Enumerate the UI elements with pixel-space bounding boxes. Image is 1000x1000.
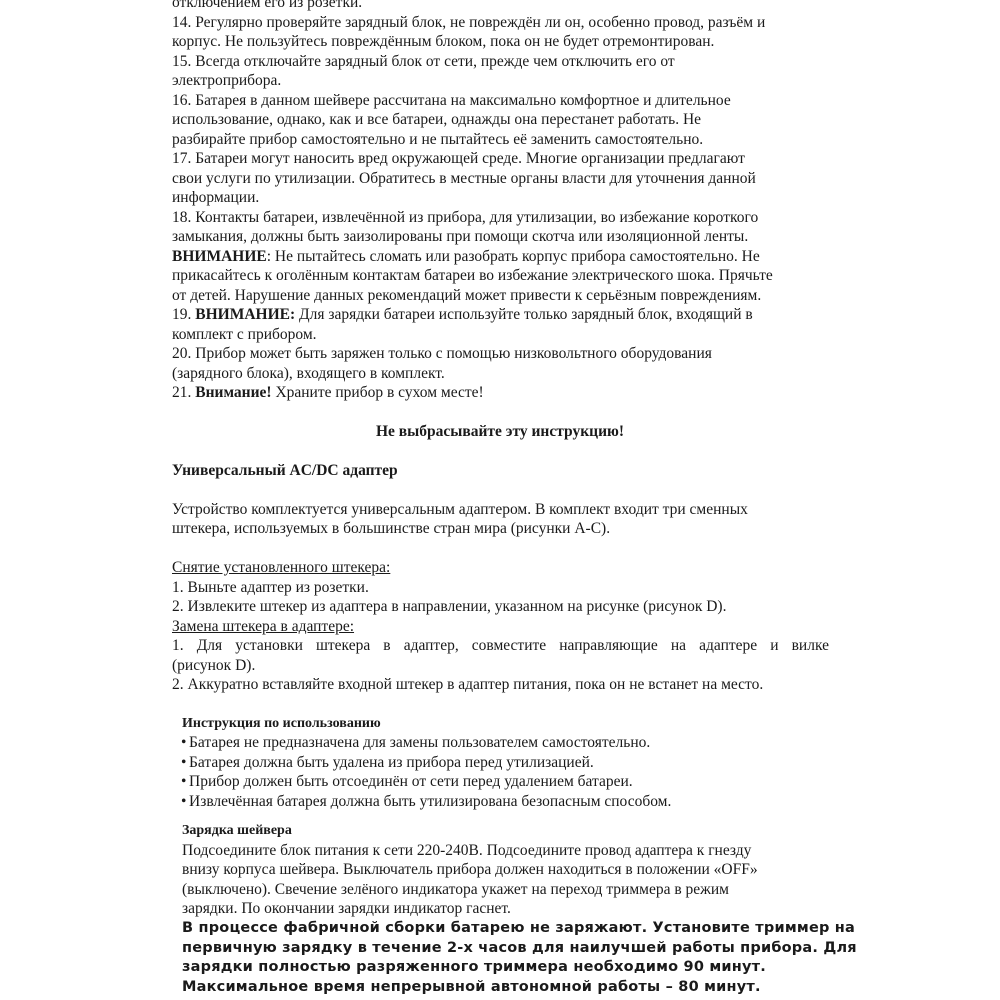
safety-item-16: 16. Батарея в данном шейвере рассчитана на максимально комфортное и длительное	[172, 92, 731, 109]
usage-bullet-text: Извлечённая батарея должна быть утилизирована безопасным способом.	[189, 793, 672, 810]
charging-warning-line-1: В процессе фабричной сборки батарею не заряжают. Установите триммер на	[182, 920, 856, 936]
safety-line-7: разбирайте прибор самостоятельно и не пытайтесь её заменить самостоятельно.	[172, 131, 704, 148]
usage-bullet-3	[181, 772, 633, 792]
safety-item-14: 14. Регулярно проверяйте зарядный блок, не повреждён ли он, особенно провод, разъём и	[172, 14, 766, 31]
safety-line-15: от детей. Нарушение данных рекомендаций может привести к серьёзным повреждениям.	[172, 287, 762, 304]
charging-warning-line-4: Максимальное время непрерывной автономной работы – 80 минут.	[182, 979, 761, 995]
safety-warning-line	[172, 247, 760, 267]
usage-bullet-4	[181, 792, 671, 812]
adapter-intro-line-2: штекера, используемых в большинстве стран мира (рисунки A-C).	[172, 520, 611, 537]
plug-replace-heading: Замена штекера в адаптере:	[172, 618, 355, 635]
safety-item-20: 20. Прибор может быть заряжен только с помощью низковольтного оборудования	[172, 345, 712, 362]
plug-replace-step-1-cont: (рисунок D).	[172, 657, 256, 674]
item-21-warning-label: Внимание!	[195, 384, 272, 401]
safety-line-12: замыкания, должны быть заизолированы при помощи скотча или изоляционной ленты.	[172, 228, 749, 245]
keep-instruction-notice: Не выбрасывайте эту инструкцию!	[375, 423, 625, 440]
charging-paragraph-line-3: (выключено). Свечение зелёного индикатора укажет на переход триммера в режим	[182, 881, 729, 898]
safety-item-18: 18. Контакты батареи, извлечённой из прибора, для утилизации, во избежание короткого	[172, 209, 759, 226]
charging-warning-line-2: первичную зарядку в течение 2-х часов для наилучшей работы прибора. Для	[182, 940, 857, 956]
bullet-icon: •	[181, 793, 187, 810]
safety-item-17: 17. Батареи могут наносить вред окружающей среде. Многие организации предлагают	[172, 150, 745, 167]
usage-bullet-text: Прибор должен быть отсоединён от сети перед удалением батареи.	[189, 773, 633, 790]
item-19-warning-label: ВНИМАНИЕ:	[195, 306, 296, 323]
plug-removal-step-1: 1. Выньте адаптер из розетки.	[172, 579, 369, 596]
safety-item-19	[172, 305, 753, 325]
plug-removal-heading: Снятие установленного штекера:	[172, 559, 391, 576]
safety-line-6: использование, однако, как и все батареи, однажды она перестанет работать. Не	[172, 111, 702, 128]
item-21-text: Храните прибор в сухом месте!	[271, 384, 484, 401]
plug-removal-step-2: 2. Извлеките штекер из адаптера в направлении, указанном на рисунке (рисунок D).	[172, 598, 727, 615]
safety-line-19: (зарядного блока), входящего в комплект.	[172, 365, 445, 382]
adapter-section-title: Универсальный AC/DC адаптер	[172, 462, 398, 479]
usage-bullet-2	[181, 753, 594, 773]
charging-warning-line-3: зарядки полностью разряженного триммера необходимо 90 минут.	[182, 959, 766, 975]
safety-line-0: отключением его из розетки.	[172, 0, 363, 11]
warning-label: ВНИМАНИЕ	[172, 248, 267, 265]
adapter-intro-line-1: Устройство комплектуется универсальным адаптером. В комплект входит три сменных	[172, 501, 748, 518]
charging-section-title: Зарядка шейвера	[182, 823, 292, 838]
item-19-number: 19.	[172, 306, 196, 323]
usage-bullet-1	[181, 733, 650, 753]
item-19-text: Для зарядки батареи используйте только зарядный блок, входящий в	[295, 306, 753, 323]
charging-paragraph-line-2: внизу корпуса шейвера. Выключатель прибора должен находиться в положении «OFF»	[182, 861, 758, 878]
safety-line-4: электроприбора.	[172, 72, 282, 89]
charging-paragraph-line-1: Подсоедините блок питания к сети 220-240В. Подсоедините провод адаптера к гнезду	[182, 842, 752, 859]
bullet-icon: •	[181, 734, 187, 751]
safety-item-15: 15. Всегда отключайте зарядный блок от сети, прежде чем отключить его от	[172, 53, 675, 70]
safety-line-2: корпус. Не пользуйтесь повреждённым блоком, пока он не будет отремонтирован.	[172, 33, 715, 50]
usage-section-title: Инструкция по использованию	[182, 716, 381, 731]
safety-line-9: свои услуги по утилизации. Обратитесь в местные органы власти для уточнения данной	[172, 170, 756, 187]
usage-bullet-text: Батарея не предназначена для замены пользователем самостоятельно.	[189, 734, 651, 751]
bullet-icon: •	[181, 754, 187, 771]
charging-paragraph-line-4: зарядки. По окончании зарядки индикатор гаснет.	[182, 900, 511, 917]
plug-replace-step-1: 1. Для установки штекера в адаптер, совместите направляющие на адаптере и вилке	[172, 637, 829, 654]
safety-item-21	[172, 383, 484, 403]
plug-replace-step-2: 2. Аккуратно вставляйте входной штекер в адаптер питания, пока он не встанет на место.	[172, 676, 764, 693]
bullet-icon: •	[181, 773, 187, 790]
usage-bullet-text: Батарея должна быть удалена из прибора перед утилизацией.	[189, 754, 594, 771]
item-21-number: 21.	[172, 384, 196, 401]
warning-text: : Не пытайтесь сломать или разобрать корпус прибора самостоятельно. Не	[266, 248, 760, 265]
safety-line-17: комплект с прибором.	[172, 326, 317, 343]
safety-line-10: информации.	[172, 189, 260, 206]
safety-line-14: прикасайтесь к оголённым контактам батареи во избежание электрического шока. Прячьте	[172, 267, 773, 284]
